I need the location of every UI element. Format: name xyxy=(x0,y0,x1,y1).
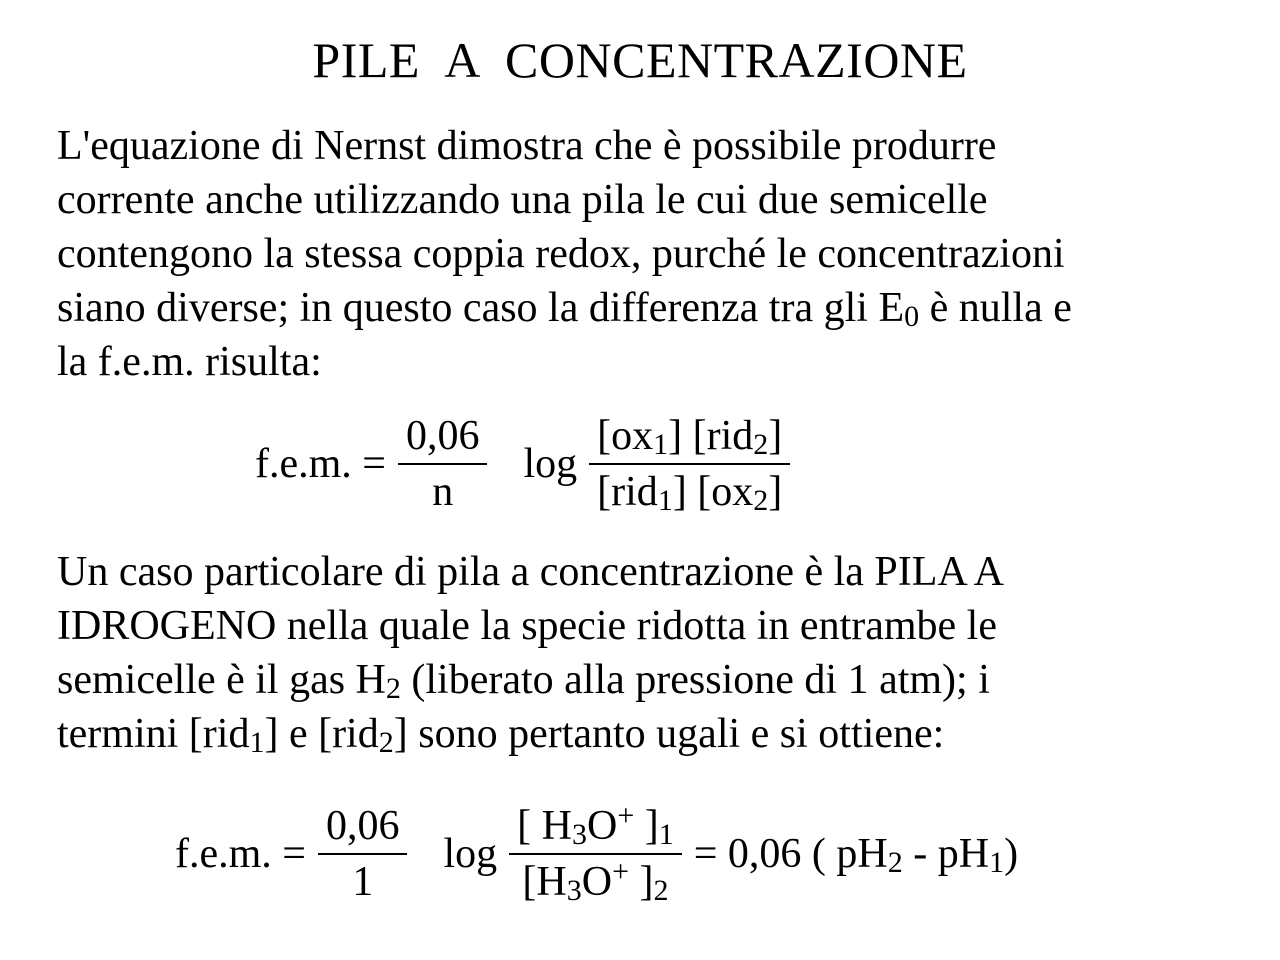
text-line: contengono la stessa coppia redox, purché le concentrazioni xyxy=(57,231,1065,277)
text-line: termini [rid xyxy=(57,711,250,757)
text-line: siano diverse; in questo caso la differenza tra gli E xyxy=(57,285,905,331)
coefficient-fraction xyxy=(318,799,408,909)
subscript: 2 xyxy=(385,672,401,705)
fraction-denominator: 1 xyxy=(352,859,374,905)
log-operator: log xyxy=(523,441,578,487)
text-line: corrente anche utilizzando una pila le cui due semicelle xyxy=(57,177,988,223)
fraction-numerator: 0,06 xyxy=(405,413,480,459)
equation-lhs: f.e.m. = xyxy=(255,441,386,487)
subscript: 1 xyxy=(249,726,265,759)
fraction-denominator: [rid1] [ox2] xyxy=(597,469,783,517)
text-line: ] e [rid xyxy=(264,711,379,757)
fraction-denominator: n xyxy=(432,469,454,515)
coefficient-fraction xyxy=(398,409,488,519)
text-line: L'equazione di Nernst dimostra che è possibile produrre xyxy=(57,123,997,169)
text-line: Un caso particolare di pila a concentrazione è la PILA A xyxy=(57,549,1004,595)
fraction-numerator: [ H3O+ ]1 xyxy=(517,799,674,851)
hydronium-ratio xyxy=(509,799,682,909)
fraction-numerator: [ox1] [rid2] xyxy=(597,413,783,461)
subscript: 2 xyxy=(378,726,394,759)
fraction-denominator: [H3O+ ]2 xyxy=(522,855,669,907)
text-line: è nulla e xyxy=(919,285,1072,331)
concentration-ratio xyxy=(589,409,790,519)
fraction-numerator: 0,06 xyxy=(325,803,400,849)
text-line: la f.e.m. risulta: xyxy=(57,339,322,385)
equation-rhs: = 0,06 ( pH2 - pH1) xyxy=(693,831,1019,879)
text-line: ] sono pertanto ugali e si ottiene: xyxy=(393,711,945,757)
nernst-concentration-equation xyxy=(255,404,790,524)
log-operator: log xyxy=(443,831,498,877)
hydrogen-cell-equation xyxy=(175,792,1018,916)
text-line: (liberato alla pressione di 1 atm); i xyxy=(400,657,990,703)
hydrogen-cell-paragraph xyxy=(57,545,1247,761)
page-title: PILE A CONCENTRAZIONE xyxy=(312,32,968,88)
subscript: 0 xyxy=(904,300,920,333)
text-line: IDROGENO nella quale la specie ridotta in entrambe le xyxy=(57,603,997,649)
text-line: semicelle è il gas H xyxy=(57,657,386,703)
equation-lhs: f.e.m. = xyxy=(175,831,306,877)
intro-paragraph xyxy=(57,119,1247,389)
